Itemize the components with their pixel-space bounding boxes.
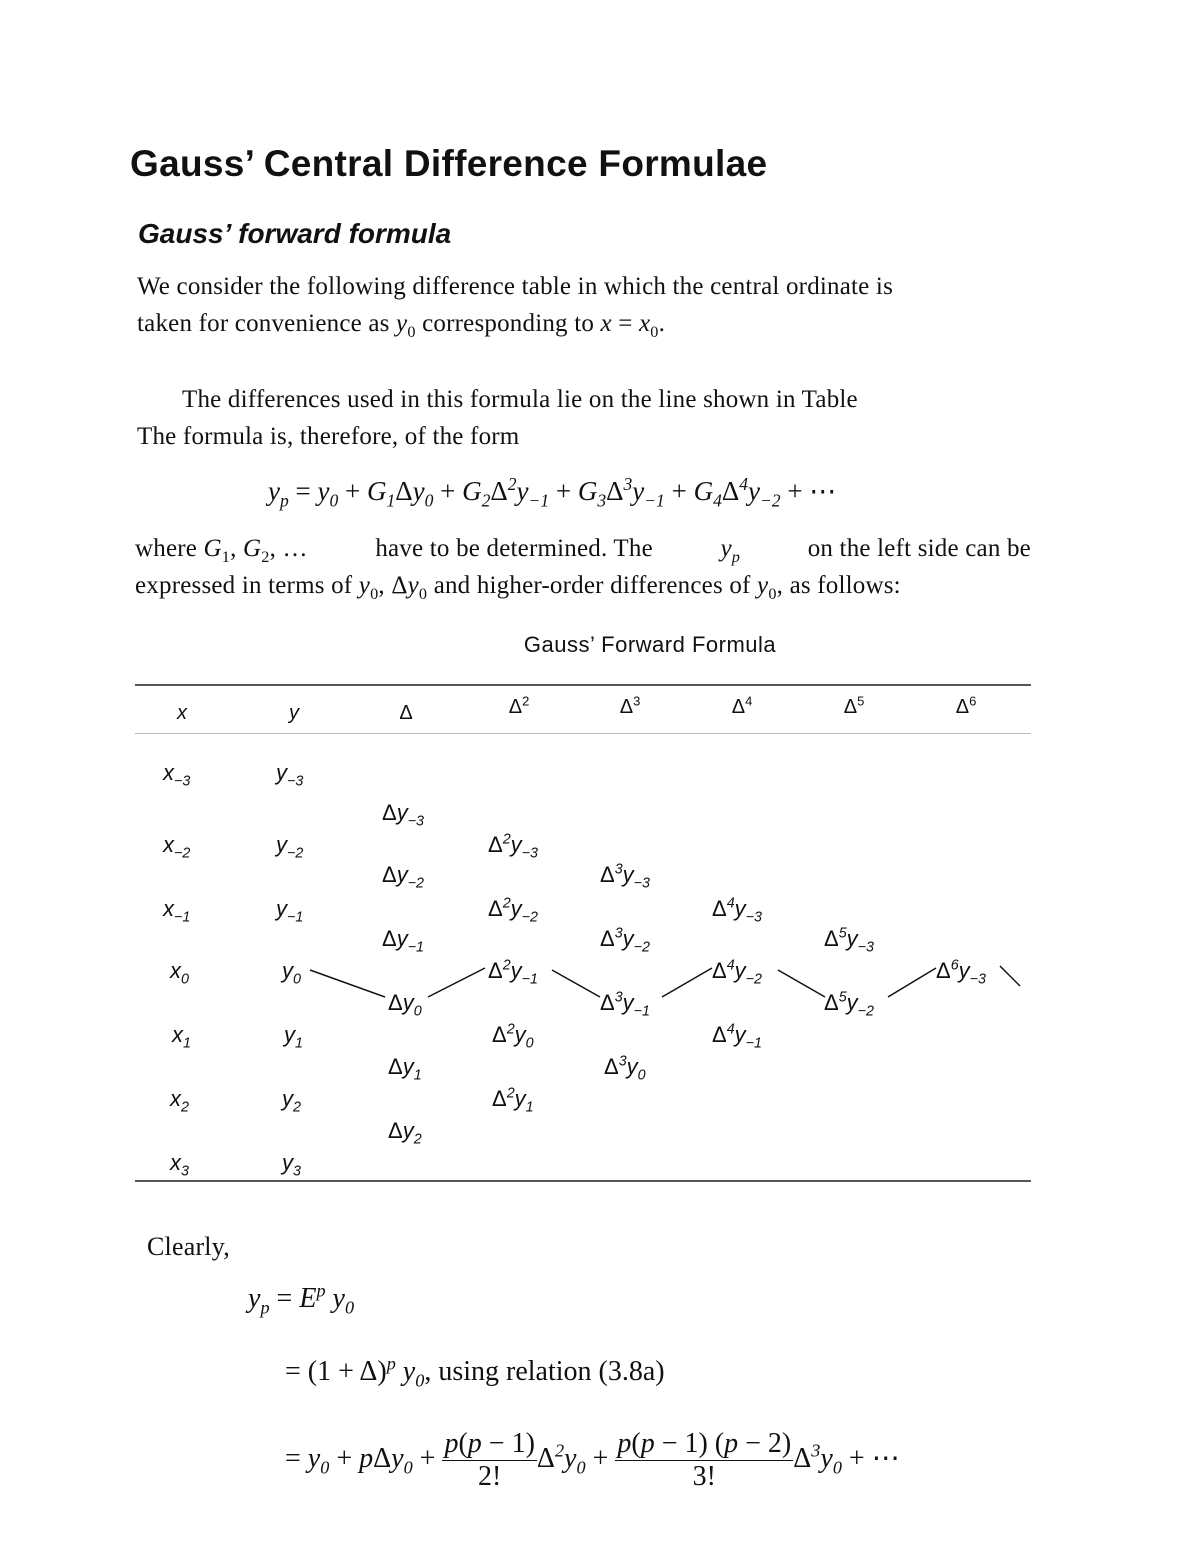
table-cell: $\Delta y_2$ <box>388 1118 422 1148</box>
table-cell: $x_3$ <box>170 1150 189 1180</box>
table-cell: $\Delta^2y_{-2}$ <box>488 895 538 926</box>
table-cell: $\Delta^6y_{-3}$ <box>936 957 986 988</box>
table-cell: $\Delta^3y_{-3}$ <box>600 861 650 892</box>
table-cell: $y_3$ <box>282 1150 301 1180</box>
section-heading: Gauss’ forward formula <box>138 218 452 249</box>
formula-line-1: The differences used in this formula lie on the line shown in Table <box>182 386 858 413</box>
table-caption: Gauss’ Forward Formula <box>523 632 777 657</box>
table-cell: $\Delta^3y_{-1}$ <box>600 989 650 1020</box>
table-cell: $x_{-1}$ <box>163 896 191 926</box>
table-cell: $\Delta^4y_{-2}$ <box>712 957 762 988</box>
table-cell: $\Delta^3y_0$ <box>604 1053 646 1084</box>
binomial-operator-equation: = $(1 + \Delta)^p$ $y_0$, using relation (3.8a) <box>285 1353 665 1391</box>
coefficients-line-2: expressed in terms of $y_0$, $\Delta y_0$ and higher-order differences of $y_0$, as follows: <box>135 572 901 603</box>
table-cell: $\Delta^5y_{-2}$ <box>824 989 874 1020</box>
table-cell: $\Delta^3y_{-2}$ <box>600 925 650 956</box>
table-cell: $\Delta^5y_{-3}$ <box>824 925 874 956</box>
table-cell: $\Delta y_{-3}$ <box>382 800 425 830</box>
table-cell: $y_2$ <box>282 1086 301 1116</box>
binomial-expansion-equation: = $y_0 + p\Delta y_0$ + $\frac{p(p - 1)}{2!}$ $\Delta^2y_0$ + $\frac{p(p - 1) (p - 2)}{3!}$ $\Delta^3y_0$ + ⋯ <box>285 1428 900 1492</box>
header-y: y <box>289 702 299 724</box>
table-cell: $x_1$ <box>172 1022 191 1052</box>
intro-line-2: taken for convenience as $y_0$ corresponding to $x = x_0$. <box>137 310 666 341</box>
coefficients-line-1: where $G_1$, $G_2$, … have to be determined. The $y_p$ on the left side can be <box>135 535 1031 566</box>
table-cell: $y_1$ <box>284 1022 303 1052</box>
header-delta-5: $\Delta^5$ <box>843 693 865 718</box>
table-cell: $y_{-3}$ <box>276 760 304 790</box>
clearly-label: Clearly, <box>147 1232 230 1261</box>
table-cell: $\Delta^2y_{-1}$ <box>488 957 538 988</box>
table-cell: $x_2$ <box>170 1086 189 1116</box>
page-title: Gauss’ Central Difference Formulae <box>130 143 768 184</box>
table-cell: $x_{-2}$ <box>163 832 191 862</box>
table-cell: $y_{-1}$ <box>276 896 304 926</box>
header-delta-6: $\Delta^6$ <box>955 693 977 718</box>
header-delta-4: $\Delta^4$ <box>731 693 753 718</box>
table-cell: $y_0$ <box>282 958 301 988</box>
header-x: x <box>177 702 187 724</box>
table-cell: $y_{-2}$ <box>276 832 304 862</box>
table-cell: $\Delta^4y_{-1}$ <box>712 1021 762 1052</box>
shift-operator-equation: $y_p = E^p$ $y_0$ <box>248 1280 355 1318</box>
table-cell: $\Delta y_{-1}$ <box>382 926 425 956</box>
table-cell: $\Delta^2y_1$ <box>492 1085 534 1116</box>
table-cell: $x_{-3}$ <box>163 760 191 790</box>
table-cell: $\Delta^2y_0$ <box>492 1021 534 1052</box>
header-delta-3: $\Delta^3$ <box>619 693 641 718</box>
header-delta-1: Δ <box>399 702 413 724</box>
gauss-forward-general-form: $y_p = y_0 + G_1\Delta y_0 + G_2\Delta^2y_{-1} + G_3\Delta^3y_{-1} + G_4\Delta^4y_{-2}$ + ⋯ <box>268 474 837 511</box>
formula-line-2: The formula is, therefore, of the form <box>137 423 520 450</box>
table-cell: $\Delta y_{-2}$ <box>382 862 425 892</box>
table-cell: $x_0$ <box>170 958 189 988</box>
header-delta-2: $\Delta^2$ <box>508 693 530 718</box>
intro-line-1: We consider the following difference table in which the central ordinate is <box>137 273 894 300</box>
table-cell: $\Delta^2y_{-3}$ <box>488 831 538 862</box>
table-cell: $\Delta y_0$ <box>388 990 422 1020</box>
table-cell: $\Delta^4y_{-3}$ <box>712 895 762 926</box>
table-cell: $\Delta y_1$ <box>388 1054 422 1084</box>
